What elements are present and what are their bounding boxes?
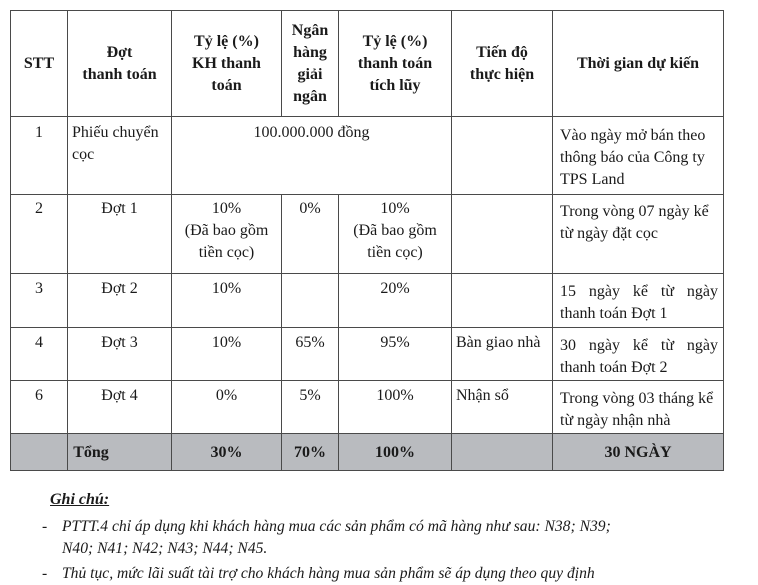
row4-kh: 10% (211, 334, 242, 351)
total-nh: 70% (294, 443, 326, 461)
row3-kh: 10% (211, 280, 242, 297)
header-dot-thanh-toan: Đợt thanh toán (82, 43, 157, 83)
note-dash: - (42, 565, 48, 582)
header-stt: STT (23, 54, 55, 72)
row4-tl: 95% (380, 334, 410, 351)
table-row-divider (10, 380, 724, 381)
total-kh: 30% (210, 443, 243, 461)
row4-tien-do: Bàn giao nhà (456, 334, 541, 351)
row2-stt: 2 (35, 200, 43, 217)
note-dash: - (42, 518, 48, 535)
row5-tl: 100% (376, 387, 414, 404)
row2-kh: 10% (Đã bao gồm tiền cọc) (184, 200, 269, 261)
row4-stt: 4 (35, 334, 43, 351)
row3-thoi-gian: 15 ngày kể từ ngày thanh toán Đợt 1 (560, 283, 718, 322)
row2-tl: 10% (Đã bao gồm tiền cọc) (353, 200, 437, 261)
header-tien-do: Tiến độ thực hiện (469, 43, 535, 83)
total-thoi-gian: 30 NGÀY (604, 443, 672, 461)
row5-kh: 0% (215, 387, 238, 404)
row4-thoi-gian: 30 ngày kể từ ngày thanh toán Đợt 2 (560, 337, 718, 376)
row4-dot: Đợt 3 (101, 334, 138, 351)
table-border-right (723, 10, 724, 471)
row5-thoi-gian: Trong vòng 03 tháng kể từ ngày nhận nhà (560, 390, 714, 429)
total-label: Tổng (73, 443, 109, 461)
table-row-divider (10, 194, 724, 195)
note-item: - Thủ tục, mức lãi suất tài trợ cho khách hàng mua sản phẩm sẽ áp dụng theo quy định (62, 563, 730, 585)
row3-stt: 3 (35, 280, 43, 297)
row1-thoi-gian: Vào ngày mở bán theo thông báo của Công ty TPS Land (560, 127, 706, 188)
row2-dot: Đợt 1 (101, 200, 138, 217)
table-row-divider (10, 273, 724, 274)
row1-dot: Phiếu chuyển cọc (72, 124, 159, 163)
notes-title: Ghi chú: (50, 491, 110, 508)
row1-amount: 100.000.000 đồng (253, 124, 370, 141)
row1-stt: 1 (35, 124, 43, 141)
header-ty-le-tich-luy: Tỷ lệ (%) thanh toán tích lũy (357, 32, 433, 94)
header-ty-le-kh: Tỷ lệ (%) KH thanh toán (192, 32, 261, 94)
header-thoi-gian: Thời gian dự kiến (576, 54, 700, 72)
row3-tl: 20% (380, 280, 410, 297)
row2-thoi-gian: Trong vòng 07 ngày kể từ ngày đặt cọc (560, 203, 709, 242)
note-item: - PTTT.4 chỉ áp dụng khi khách hàng mua các sản phẩm có mã hàng như sau: N38; N39; N40; N41; N42; N43; N44; N45. (42, 518, 611, 557)
row2-nh: 0% (299, 200, 321, 217)
header-ngan-hang: Ngân hàng giải ngân (291, 21, 329, 105)
row4-nh: 65% (295, 334, 325, 351)
row5-tien-do: Nhận sổ (456, 387, 509, 404)
row3-dot: Đợt 2 (101, 280, 138, 297)
table-row-divider (10, 327, 724, 328)
row5-dot: Đợt 4 (101, 387, 138, 404)
total-tl: 100% (375, 443, 415, 461)
row5-nh: 5% (299, 387, 321, 404)
row5-stt: 6 (35, 387, 43, 404)
